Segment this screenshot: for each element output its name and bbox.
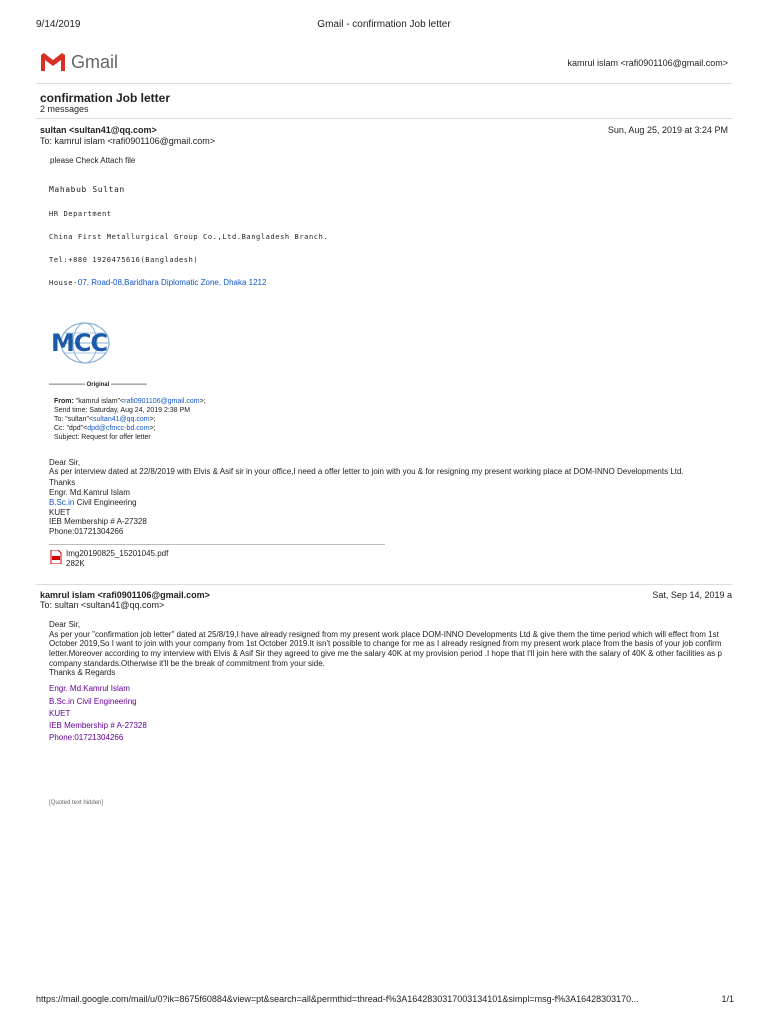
- orig-cc-email[interactable]: dpd@cfmcc-bd.com: [87, 425, 150, 432]
- msg1-from: sultan <sultan41@qq.com>: [40, 125, 157, 135]
- quoted-thanks: Thanks: [49, 478, 76, 487]
- msg1-to: To: kamrul islam <rafi0901106@gmail.com>: [40, 136, 216, 146]
- quoted-ieb: IEB Membership # A-27328: [49, 517, 147, 526]
- mcc-logo-text: MCC: [51, 329, 108, 357]
- quoted-degree-rest: Civil Engineering: [74, 498, 137, 507]
- msg2-date: Sat, Sep 14, 2019 a: [652, 590, 732, 600]
- thread-subject: confirmation Job letter: [40, 91, 171, 105]
- attachment-size: 282K: [66, 559, 85, 568]
- quoted-text-hidden[interactable]: [Quoted text hidden]: [49, 800, 104, 806]
- msg1-body: please Check Attach file: [50, 156, 136, 165]
- msg2-body-line: October 2019,So I want to join with your company from 1st October 2019.It isn't possible to change for me as I already resigned from my present work place from the basis of your job confirm: [49, 639, 722, 648]
- orig-from: [54, 398, 206, 405]
- sig-dept: HR Department: [49, 210, 112, 218]
- msg2-body-line: company standards.Otherwise it'll be the break of commitment from your side.: [49, 659, 325, 668]
- quoted-degree: [49, 498, 137, 507]
- sig-house-link[interactable]: 07, Road-08,Baridhara Diplomatic Zone, Dhaka 1212: [77, 278, 267, 287]
- sig-company: China First Metallurgical Group Co.,Ltd.Bangladesh Branch.: [49, 233, 329, 241]
- attachment-divider: [49, 544, 385, 545]
- msg2-body-line: As per your "confirmation job letter" dated at 25/8/19,I have already resigned from my present work place DOM-INNO Developments Ltd & give them the time period which will effect from 1st: [49, 630, 719, 639]
- quoted-body: As per interview dated at 22/8/2019 with Elvis & Asif sir in your office,I need a offer letter to join with you & for resigning my present working place at DOM-INNO Developments Ltd.: [49, 467, 684, 476]
- orig-from-label: From:: [54, 398, 76, 405]
- msg2-sig-uni: KUET: [49, 709, 71, 718]
- print-page-number: 1/1: [721, 994, 734, 1004]
- attachment-name[interactable]: Img20190825_15201045.pdf: [66, 549, 169, 558]
- original-header: ------------------ Original ------------------: [49, 382, 147, 388]
- gmail-logo[interactable]: [40, 52, 66, 77]
- orig-cc-label: Cc: "dpd"<: [54, 425, 88, 432]
- orig-subject: Subject: Request for offer letter: [54, 434, 151, 441]
- orig-to-email[interactable]: sultan41@qq.com: [93, 416, 150, 423]
- msg2-to: To: sultan <sultan41@qq.com>: [40, 600, 165, 610]
- gmail-m-icon: [40, 52, 66, 72]
- orig-from-end: >;: [199, 398, 206, 405]
- orig-cc-end: >;: [149, 425, 156, 432]
- orig-to-label: To: "sultan"<: [54, 416, 94, 423]
- quoted-uni: KUET: [49, 508, 71, 517]
- quoted-name: Engr. Md.Kamrul Islam: [49, 488, 130, 497]
- attachment[interactable]: [50, 550, 62, 569]
- msg2-sig-degree: B.Sc.in Civil Engineering: [49, 697, 137, 706]
- message-divider: [36, 584, 732, 585]
- print-date: 9/14/2019: [36, 19, 81, 30]
- msg2-greeting: Dear Sir,: [49, 620, 81, 629]
- sig-house: [49, 278, 266, 287]
- msg2-regards: Thanks & Regards: [49, 668, 116, 677]
- orig-cc: [54, 425, 156, 432]
- gmail-logo-text: Gmail: [71, 52, 119, 72]
- msg2-sig-phone: Phone:01721304266: [49, 733, 124, 742]
- msg2-body-line: letter.Moreover according to my interview with Elvis & Asif Sir they agreed to give me the salary 40K at my provision period .I hope that I'll join here with the salary of 40K & other facilities as p: [49, 649, 722, 658]
- orig-from-name: "kamrul islam"<: [75, 398, 125, 405]
- header-divider: [36, 83, 732, 84]
- orig-to: [54, 416, 156, 423]
- quoted-phone: Phone:01721304266: [49, 527, 124, 536]
- pdf-icon: [50, 550, 62, 564]
- print-title: Gmail - confirmation Job letter: [317, 19, 451, 30]
- sig-name: Mahabub Sultan: [49, 185, 125, 194]
- orig-send-time: Send time: Saturday, Aug 24, 2019 2:38 PM: [54, 407, 191, 414]
- account-label: kamrul islam <rafi0901106@gmail.com>: [567, 58, 728, 68]
- subject-divider: [36, 118, 732, 119]
- message-count: 2 messages: [40, 104, 89, 114]
- orig-to-end: >;: [149, 416, 156, 423]
- sig-house-prefix: House-: [49, 279, 78, 287]
- msg2-from: kamrul islam <rafi0901106@gmail.com>: [40, 590, 210, 600]
- quoted-greeting: Dear Sir,: [49, 458, 81, 467]
- print-url: https://mail.google.com/mail/u/0?ik=8675f60884&view=pt&search=all&permthid=thread-f%3A1642830317003134101&simpl=msg-f%3A16428303170...: [36, 994, 639, 1004]
- sig-tel: Tel:+880 1920475616(Bangladesh): [49, 256, 199, 264]
- orig-from-email[interactable]: rafi0901106@gmail.com: [124, 398, 200, 405]
- msg1-date: Sun, Aug 25, 2019 at 3:24 PM: [607, 125, 728, 135]
- msg2-sig-name: Engr. Md.Kamrul Islam: [49, 684, 130, 693]
- quoted-degree-link[interactable]: B.Sc.in: [49, 498, 75, 507]
- msg2-sig-ieb: IEB Membership # A-27328: [49, 721, 147, 730]
